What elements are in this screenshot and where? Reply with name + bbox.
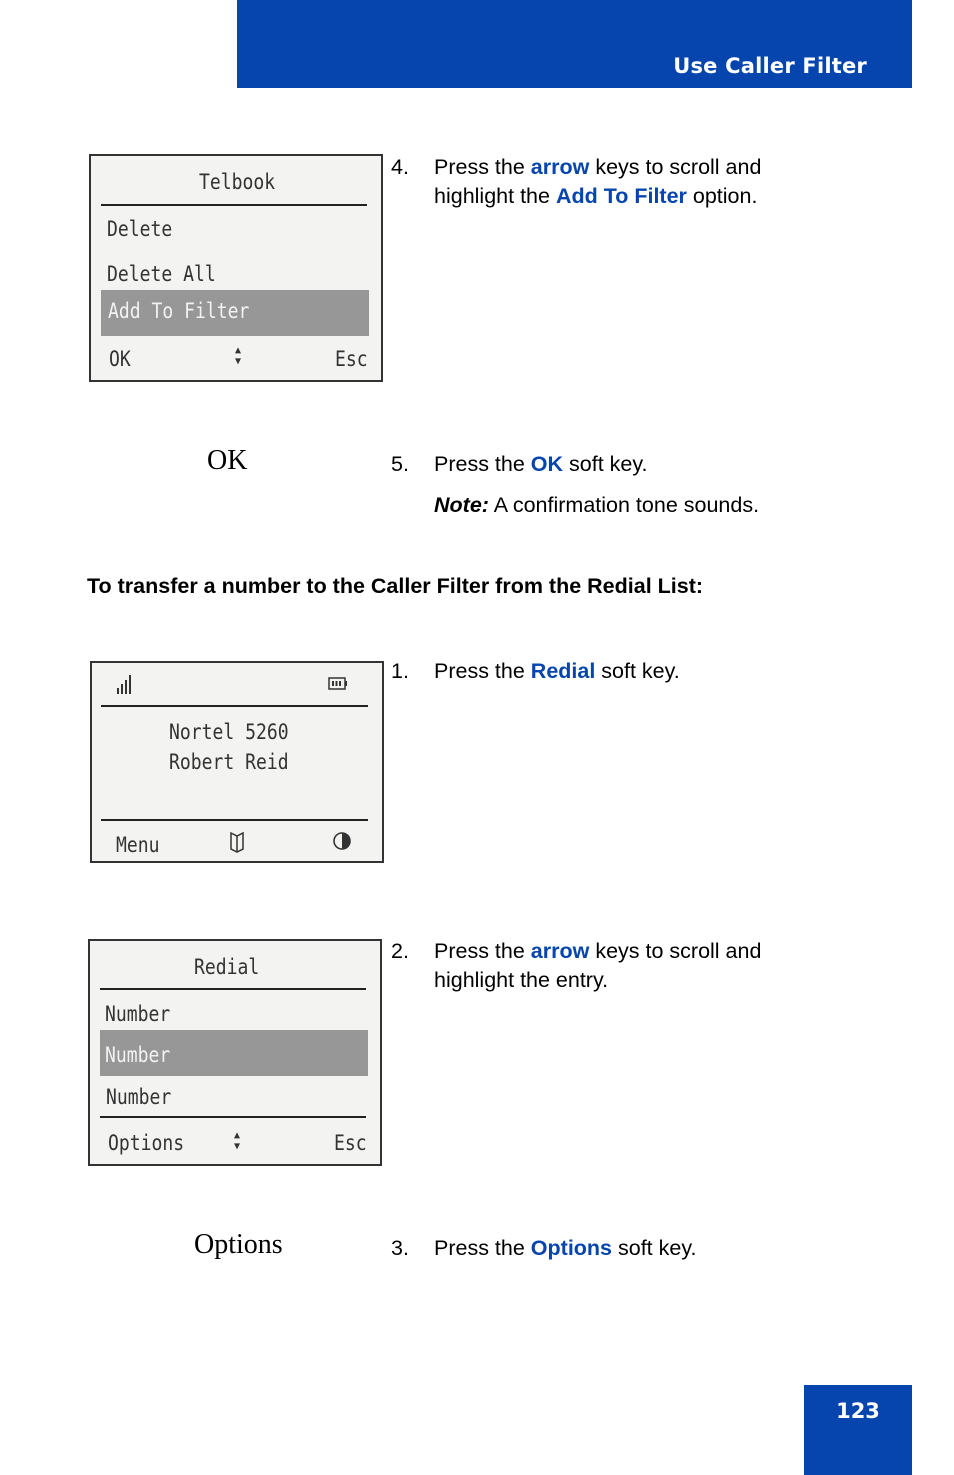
step-3	[391, 1234, 871, 1264]
step-text-line1: Press the arrow keys to scroll and	[434, 939, 762, 963]
right-softkey-label: Esc	[334, 1131, 367, 1155]
left-softkey-label: OK	[109, 347, 131, 371]
keyword-options: Options	[530, 1236, 613, 1260]
divider	[101, 204, 367, 206]
phone-model-text: Nortel 5260	[169, 720, 289, 744]
step-number: 2.	[391, 939, 409, 963]
right-softkey-label: Esc	[335, 347, 368, 371]
step-number: 4.	[391, 155, 409, 179]
keyword-ok: OK	[530, 452, 564, 476]
keyword-arrow: arrow	[530, 939, 590, 963]
list-item: Number	[106, 1085, 172, 1109]
divider	[100, 988, 366, 990]
menu-item-delete-all: Delete All	[107, 262, 216, 286]
header-bar	[237, 0, 912, 88]
list-item: Number	[105, 1043, 171, 1067]
keyword-add-to-filter: Add To Filter	[555, 184, 687, 208]
note	[434, 493, 759, 518]
telbook-screen	[89, 154, 383, 382]
up-down-arrows-icon: ▲ ▼	[233, 1130, 241, 1152]
step-text: Press the Redial soft key.	[434, 659, 680, 683]
ok-softkey-graphic: OK	[207, 445, 248, 476]
menu-item-add-to-filter: Add To Filter	[108, 299, 250, 323]
step-number: 1.	[391, 659, 409, 683]
note-text: A confirmation tone sounds.	[488, 493, 760, 517]
step-1	[391, 657, 871, 687]
highlighted-menu-item	[101, 290, 369, 336]
keyword-redial: Redial	[530, 659, 596, 683]
step-4	[391, 153, 871, 213]
step-text-line2: highlight the Add To Filter option.	[434, 184, 758, 208]
section-heading: To transfer a number to the Caller Filter from the Redial List:	[87, 574, 704, 598]
page-number: 123	[836, 1399, 880, 1423]
step-number: 5.	[391, 452, 409, 476]
redial-screen	[88, 939, 382, 1166]
user-name-text: Robert Reid	[169, 750, 289, 774]
highlighted-list-item	[100, 1030, 368, 1076]
step-text: Press the OK soft key.	[434, 452, 648, 476]
screen-title: Telbook	[199, 170, 276, 194]
divider	[100, 1116, 366, 1118]
list-item: Number	[105, 1002, 171, 1026]
idle-screen	[90, 661, 384, 863]
page-number-box	[804, 1385, 912, 1475]
left-softkey-label: Menu	[116, 833, 160, 857]
step-text: Press the Options soft key.	[434, 1236, 697, 1260]
header-title: Use Caller Filter	[673, 54, 867, 78]
keyword-arrow: arrow	[530, 155, 590, 179]
battery-icon	[328, 675, 348, 691]
step-text-line1: Press the arrow keys to scroll and	[434, 155, 762, 179]
step-number: 3.	[391, 1236, 409, 1260]
note-label: Note:	[434, 493, 489, 517]
menu-item-delete: Delete	[107, 217, 173, 241]
divider	[101, 819, 368, 821]
divider	[101, 705, 368, 707]
screen-title: Redial	[194, 955, 260, 979]
half-circle-icon	[332, 830, 352, 852]
options-softkey-graphic: Options	[194, 1229, 283, 1260]
signal-strength-icon	[116, 673, 134, 695]
left-softkey-label: Options	[108, 1131, 185, 1155]
step-text-line2: highlight the entry.	[434, 968, 609, 992]
up-down-arrows-icon: ▲ ▼	[234, 345, 242, 367]
step-2	[391, 937, 871, 997]
book-icon	[229, 831, 245, 853]
step-5	[391, 450, 871, 480]
